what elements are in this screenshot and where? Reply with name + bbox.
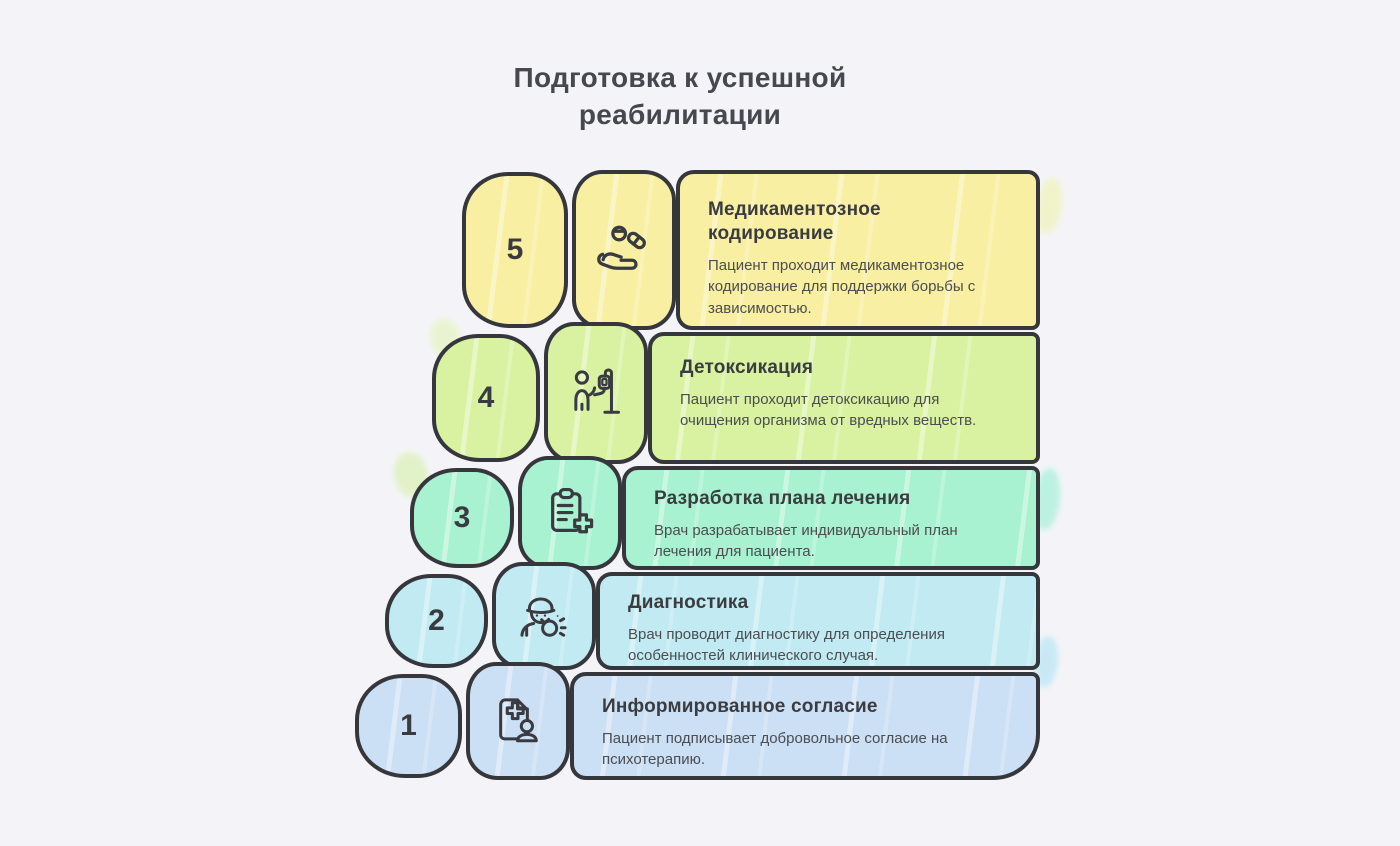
iv-drip-patient-icon bbox=[544, 322, 648, 464]
doctor-examination-icon bbox=[492, 562, 596, 670]
page-title bbox=[380, 60, 980, 134]
step-row-4 bbox=[432, 332, 1040, 464]
step-2-title: Диагностика bbox=[628, 592, 749, 613]
consent-document-icon bbox=[466, 662, 570, 780]
step-4-number-capsule bbox=[432, 334, 540, 462]
step-3-description: Врач разрабатывает индивидуальный план лечения для пациента. bbox=[654, 521, 958, 561]
step-4-title: Детоксикация bbox=[680, 357, 814, 378]
step-2-content-panel bbox=[596, 572, 1040, 670]
step-5-title: Медикаментозное кодирование bbox=[708, 199, 881, 244]
step-row-2 bbox=[385, 572, 1040, 670]
step-5-description: Пациент проходит медикаментозное кодирование для поддержки борьбы с зависимостью. bbox=[708, 256, 976, 317]
page-title-line-2: реабилитации bbox=[578, 98, 782, 130]
step-3-content-panel bbox=[622, 466, 1040, 570]
step-3-title: Разработка плана лечения bbox=[654, 488, 911, 509]
step-2-description: Врач проводит диагностику для определения особенностей клинического случая. bbox=[628, 625, 945, 665]
step-5-number-capsule bbox=[462, 172, 568, 328]
step-3-number-capsule bbox=[410, 468, 514, 568]
step-2-number-capsule bbox=[385, 574, 488, 668]
step-1-number: 1 bbox=[400, 709, 417, 742]
clipboard-plus-icon bbox=[518, 456, 622, 570]
step-1-description: Пациент подписывает добровольное согласие на психотерапию. bbox=[602, 729, 948, 769]
step-1-number-capsule bbox=[355, 674, 462, 778]
step-5-content-panel bbox=[676, 170, 1040, 330]
step-row-3 bbox=[410, 466, 1040, 570]
page-title-line-1: Подготовка к успешной bbox=[513, 62, 847, 93]
step-2-number: 2 bbox=[428, 604, 445, 637]
step-row-5 bbox=[462, 170, 1040, 330]
step-row-1 bbox=[355, 672, 1040, 780]
step-1-content-panel bbox=[570, 672, 1040, 780]
step-3-number: 3 bbox=[453, 501, 471, 534]
step-4-content-panel bbox=[648, 332, 1040, 464]
step-1-title: Информированное согласие bbox=[602, 696, 878, 717]
step-5-number: 5 bbox=[506, 233, 524, 266]
step-4-number: 4 bbox=[477, 381, 495, 414]
pills-in-hand-icon bbox=[572, 170, 676, 330]
step-4-description: Пациент проходит детоксикацию для очищения организма от вредных веществ. bbox=[680, 390, 977, 430]
